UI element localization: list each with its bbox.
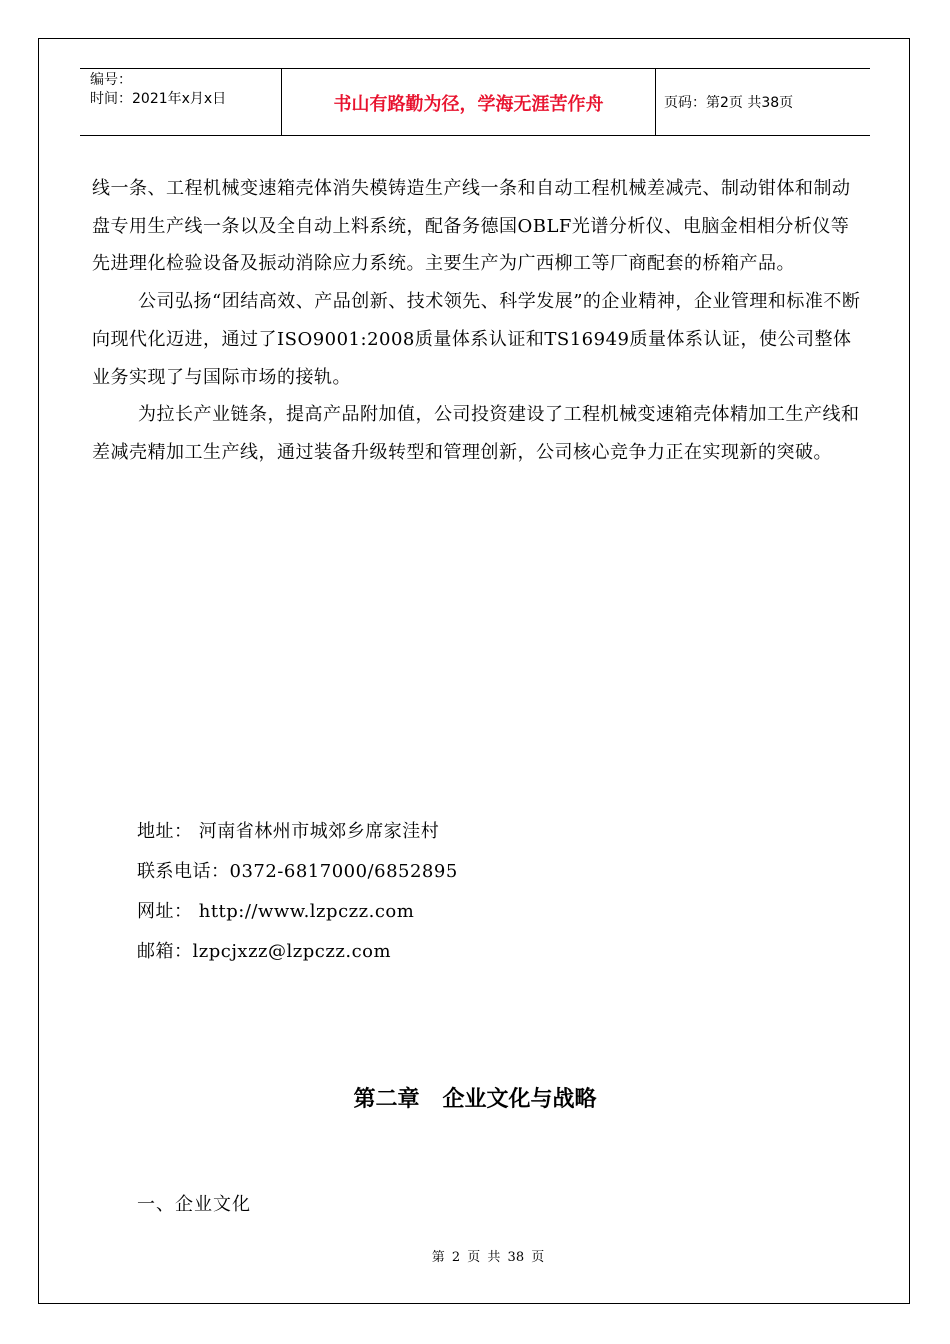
page-footer: 第 2 页 共 38 页: [431, 1250, 545, 1265]
document-time: 时间：2021年x月x日: [90, 91, 227, 107]
header-table: [80, 68, 870, 136]
contact-email: 邮箱：lzpcjxzz@lzpczz.com: [137, 941, 392, 962]
contact-info: [137, 812, 458, 972]
chapter-title: 第二章 企业文化与战略: [353, 1087, 597, 1112]
header-motto: 书山有路勤为径，学海无涯苦作舟: [282, 69, 656, 135]
contact-phone: 联系电话：0372-6817000/6852895: [137, 861, 458, 882]
header-meta: [80, 69, 282, 135]
contact-address: 地址： 河南省林州市城郊乡席家洼村: [137, 821, 440, 842]
body-text: [92, 170, 862, 472]
document-number-label: 编号：: [90, 72, 132, 88]
paragraph: 公司弘扬“团结高效、产品创新、技术领先、科学发展”的企业精神，企业管理和标准不断向现代化迈进，通过了ISO9001:2008质量体系认证和TS16949质量体系认证，使公司整体业务实现了与国际市场的接轨。: [92, 291, 861, 388]
header-page-info: 页码：第2页 共38页: [664, 95, 794, 111]
paragraph: 为拉长产业链条，提高产品附加值，公司投资建设了工程机械变速箱壳体精加工生产线和差减壳精加工生产线，通过装备升级转型和管理创新，公司核心竞争力正在实现新的突破。: [92, 404, 860, 463]
section-heading: 一、企业文化: [137, 1194, 251, 1215]
contact-website: 网址： http://www.lzpczz.com: [137, 901, 415, 922]
paragraph: 线一条、工程机械变速箱壳体消失模铸造生产线一条和自动工程机械差减壳、制动钳体和制动盘专用生产线一条以及全自动上料系统，配备务德国OBLF光谱分析仪、电脑金相相分析仪等先进理化检验设备及振动消除应力系统。主要生产为广西柳工等厂商配套的桥箱产品。: [92, 178, 851, 275]
